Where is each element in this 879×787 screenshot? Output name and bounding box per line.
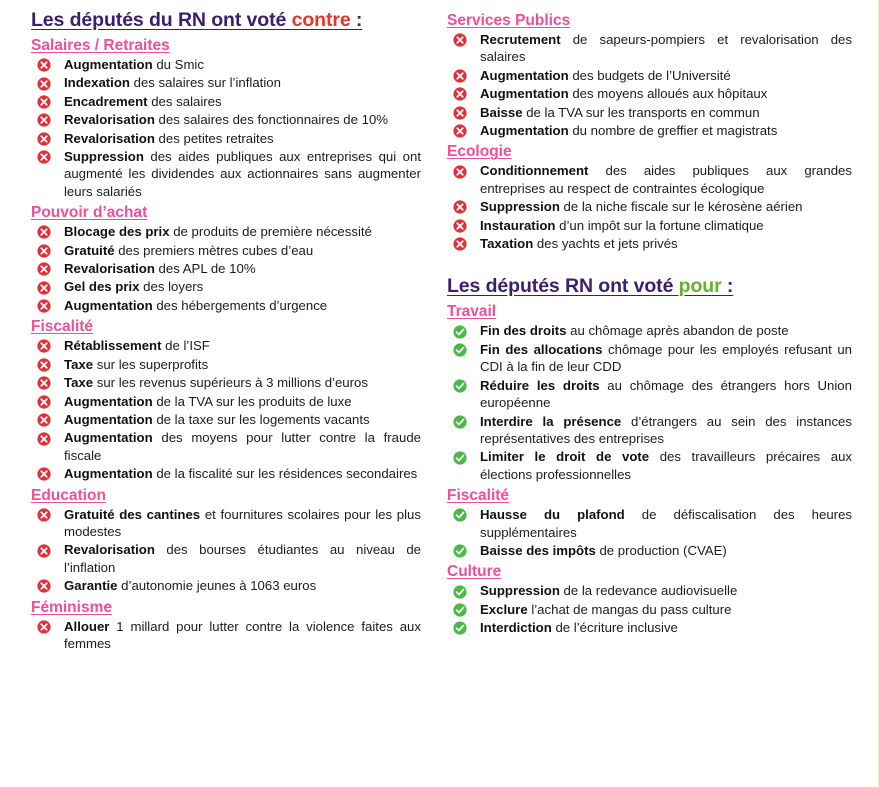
section-heading: Pouvoir d’achat [31,204,148,222]
vote-item [31,93,421,110]
vote-item-text: d’autonomie jeunes à 1063 euros [117,578,317,594]
vote-item-text: de l’ISF [161,338,210,354]
circle-x-icon [453,87,467,101]
vote-item [447,506,852,541]
vote-item [31,242,421,259]
vote-item-lead: Revalorisation [64,130,155,146]
right-bottom-sections-container [447,300,852,636]
left-sections-container [31,34,421,652]
vote-item-lead: Revalorisation [64,112,155,128]
vote-item-text: de défiscalisation des heures supplémentaires [480,507,852,540]
vote-item-lead: Baisse des impôts [480,542,596,558]
circle-check-icon [453,451,467,465]
circle-x-icon [453,124,467,138]
vote-item-text: d’un impôt sur la fortune climatique [555,217,764,233]
circle-x-icon [37,376,51,390]
vote-item [447,104,852,121]
vote-item-text: sur les superprofits [93,356,209,372]
right-column [439,0,878,787]
vote-item-lead: Taxe [64,375,94,391]
circle-check-icon [453,603,467,617]
vote-item-text: des bourses étudiantes au niveau de l’inflation [64,542,421,575]
vote-item-lead: Augmentation [480,86,569,102]
circle-x-icon [37,77,51,91]
vote-item [31,130,421,147]
section-group [31,201,421,314]
section-group [31,34,421,200]
circle-x-icon [453,237,467,251]
right-top-sections-container [447,9,852,252]
vote-item-text: au chômage des étrangers hors Union européenne [480,377,852,411]
vote-item [447,619,852,636]
vote-item [447,448,852,483]
vote-item-lead: Gratuité [64,242,115,258]
vote-item-lead: Interdiction [480,620,552,636]
section-group [447,300,852,483]
vote-item-text: des salaires [147,93,222,109]
vote-item-text: des APL de 10% [154,261,256,277]
vote-item [447,601,852,618]
vote-item-text: des budgets de l’Université [568,67,731,83]
vote-item [447,217,852,234]
vote-item-lead: Gel des prix [64,279,140,295]
circle-x-icon [453,200,467,214]
section-heading-row [447,560,852,582]
vote-item-text: de produits de première nécessité [169,224,372,240]
vote-item [447,413,852,448]
vote-item-text: l’achat de mangas du pass culture [527,601,732,617]
vote-item-lead: Allouer [64,618,110,634]
vote-item-lead: Augmentation [64,57,153,72]
vote-item [31,278,421,295]
vote-item [31,56,421,73]
vote-item-lead: Fin des allocations [480,341,603,357]
vote-item-text: de sapeurs-pompiers et revalorisation des salaires [480,32,852,65]
vote-item-list [447,31,852,139]
section-heading: Culture [447,563,502,581]
vote-item [447,31,852,66]
vote-item-lead: Suppression [480,199,560,215]
vote-item-text: de la taxe sur les logements vacants [152,411,370,427]
vote-item-lead: Instauration [480,217,556,233]
vote-item-list [31,506,421,595]
vote-item [447,322,852,339]
page-title-accent-pour: pour [678,275,722,298]
circle-x-icon [37,150,51,164]
vote-item-text: des salaires sur l’inflation [129,75,281,91]
circle-x-icon [37,579,51,593]
vote-item-text: de l’écriture inclusive [551,620,678,636]
section-heading: Services Publics [447,12,571,29]
vote-item-text: des salaires des fonctionnaires de 10% [154,112,389,128]
circle-check-icon [453,379,467,393]
section-heading: Education [31,486,106,504]
section-heading-row [31,201,421,223]
vote-item [31,618,421,653]
vote-item [447,162,852,197]
vote-item-text: du nombre de greffier et magistrats [568,123,778,139]
circle-x-icon [37,95,51,109]
vote-item [447,542,852,559]
vote-item [31,429,421,464]
circle-x-icon [37,244,51,258]
section-heading: Fiscalité [447,487,510,505]
vote-item-text: de production (CVAE) [595,542,727,558]
circle-x-icon [37,58,51,72]
circle-x-icon [37,508,51,522]
page-title-voted-for [447,275,852,297]
vote-item-text: de la TVA sur les transports en commun [522,104,760,120]
vote-item [31,74,421,91]
vote-item-text: des moyens alloués aux hôpitaux [568,86,768,102]
vote-item-text: des moyens pour lutter contre la fraude fiscale [64,430,421,463]
vote-item-text: des aides publiques aux grandes entreprises au respect de contraintes écologique [480,163,852,196]
vote-item-text: des petites retraites [154,130,274,146]
circle-x-icon [453,33,467,47]
circle-check-icon [453,585,467,599]
circle-x-icon [453,219,467,233]
page-title-2-prefix: Les députés RN ont voté [447,275,679,298]
vote-item-list [447,322,852,483]
circle-x-icon [37,620,51,634]
vote-item-text: 1 millard pour lutter contre la violence faites aux femmes [64,618,421,651]
section-heading-row [447,140,852,162]
section-heading-row [31,484,421,506]
vote-item-lead: Rétablissement [64,338,162,354]
vote-item-text: sur les revenus supérieurs à 3 millions d’euros [93,375,368,391]
vote-item [31,297,421,314]
vote-item [31,148,421,200]
section-group [31,315,421,482]
vote-item [447,377,852,412]
page-title-prefix: Les députés du RN ont voté [31,9,292,31]
vote-item-lead: Baisse [480,104,523,120]
circle-x-icon [37,225,51,239]
vote-item-lead: Suppression [480,583,560,599]
vote-item-list [447,582,852,636]
circle-x-icon [37,262,51,276]
vote-item-text: de la niche fiscale sur le kérosène aérien [559,199,803,215]
vote-item-text: de la TVA sur les produits de luxe [152,393,352,409]
vote-item-text: chômage pour les employés refusant un CDI à la fin de leur CDD [480,341,853,375]
vote-item [31,337,421,354]
circle-x-icon [37,432,51,446]
vote-item [447,122,852,139]
circle-x-icon [37,467,51,481]
page-title-2-suffix: : [721,275,734,298]
vote-item-list [31,618,421,653]
vote-item-lead: Suppression [64,149,144,165]
section-group [447,560,852,636]
circle-check-icon [453,343,467,357]
vote-item-list [447,506,852,559]
circle-x-icon [37,413,51,427]
section-heading: Fiscalité [31,318,94,336]
vote-item-lead: Recrutement [480,32,561,47]
vote-item-lead: Taxe [64,356,94,372]
vote-item-lead: Fin des droits [480,323,567,339]
circle-x-icon [37,358,51,372]
vote-item [447,235,852,252]
section-heading: Travail [447,303,497,321]
vote-item-text: des premiers mètres cubes d’eau [114,242,314,258]
page-title-suffix: : [350,9,363,31]
section-group [447,140,852,252]
vote-item-text: de la fiscalité sur les résidences secondaires [152,466,418,482]
vote-item-lead: Encadrement [64,93,148,109]
vote-item-text: du Smic [152,57,204,72]
vote-item-lead: Taxation [480,236,534,252]
section-group [447,9,852,139]
vote-item-lead: Augmentation [64,297,153,313]
vote-item [447,341,852,376]
vote-item [447,85,852,102]
vote-item-text: d’étrangers au sein des instances représentatives des entreprises [480,413,852,446]
left-column [0,0,439,787]
section-heading-row [447,9,852,31]
circle-x-icon [453,165,467,179]
vote-item-text: des loyers [139,279,204,295]
vote-item [31,465,421,482]
circle-x-icon [37,395,51,409]
section-heading-row [31,315,421,337]
circle-x-icon [37,132,51,146]
page-title-accent-contre: contre [291,9,351,31]
vote-item-text: et fournitures scolaires pour les plus modestes [64,506,421,539]
vote-item [31,111,421,128]
vote-item [447,198,852,215]
circle-x-icon [37,339,51,353]
circle-check-icon [453,508,467,522]
section-heading-row [31,34,421,56]
page-title-voted-against [31,9,421,31]
vote-item [447,582,852,599]
section-heading: Ecologie [447,143,512,161]
circle-check-icon [453,621,467,635]
circle-x-icon [37,299,51,313]
vote-item [31,374,421,391]
vote-item-list [447,162,852,252]
vote-item [447,67,852,84]
column-spacer [447,253,852,275]
vote-item [31,577,421,594]
vote-item-lead: Revalorisation [64,261,155,277]
circle-x-icon [37,281,51,295]
vote-item-text: des aides publiques aux entreprises qui ont augmenté les dividendes aux actionnaires sans augmenter leurs salariés [64,149,421,199]
vote-item-lead: Augmentation [64,411,153,427]
circle-x-icon [453,69,467,83]
vote-item-lead: Augmentation [64,466,153,482]
section-heading-row [447,300,852,322]
circle-check-icon [453,415,467,429]
vote-item-text: de la redevance audiovisuelle [559,583,738,599]
vote-item-lead: Augmentation [480,123,569,139]
vote-item-text: des travailleurs précaires aux élections professionnelles [480,449,852,482]
vote-item-lead: Augmentation [480,67,569,83]
vote-item [31,506,421,541]
vote-item-list [31,56,421,200]
vote-item-lead: Indexation [64,75,130,91]
circle-x-icon [37,113,51,127]
vote-item-text: au chômage après abandon de poste [566,323,789,339]
section-group [31,596,421,653]
vote-item-text: des hébergements d’urgence [152,297,328,313]
circle-check-icon [453,544,467,558]
section-group [31,484,421,595]
vote-item [31,393,421,410]
vote-item-lead: Blocage des prix [64,224,170,240]
vote-item [31,541,421,576]
circle-x-icon [37,544,51,558]
vote-item-lead: Limiter le droit de vote [480,449,650,465]
vote-item-lead: Augmentation [64,430,153,446]
vote-item-lead: Garantie [64,578,118,594]
vote-item-text: des yachts et jets privés [533,236,678,252]
vote-item-lead: Exclure [480,601,528,617]
vote-item [31,411,421,428]
section-heading: Salaires / Retraites [31,37,170,54]
vote-item-lead: Augmentation [64,393,153,409]
vote-item-lead: Interdire la présence [480,413,622,429]
section-group [447,484,852,559]
vote-item [31,223,421,240]
vote-item-list [31,223,421,314]
circle-x-icon [453,106,467,120]
vote-item [31,260,421,277]
vote-item-list [31,337,421,482]
section-heading-row [447,484,852,506]
section-heading: Féminisme [31,598,112,616]
vote-item-lead: Gratuité des cantines [64,506,201,522]
vote-item-lead: Réduire les droits [480,377,600,393]
circle-check-icon [453,325,467,339]
vote-item-lead: Revalorisation [64,542,155,558]
vote-item-lead: Hausse du plafond [480,507,625,523]
vote-item [31,356,421,373]
vote-item-lead: Conditionnement [480,163,589,179]
section-heading-row [31,596,421,618]
